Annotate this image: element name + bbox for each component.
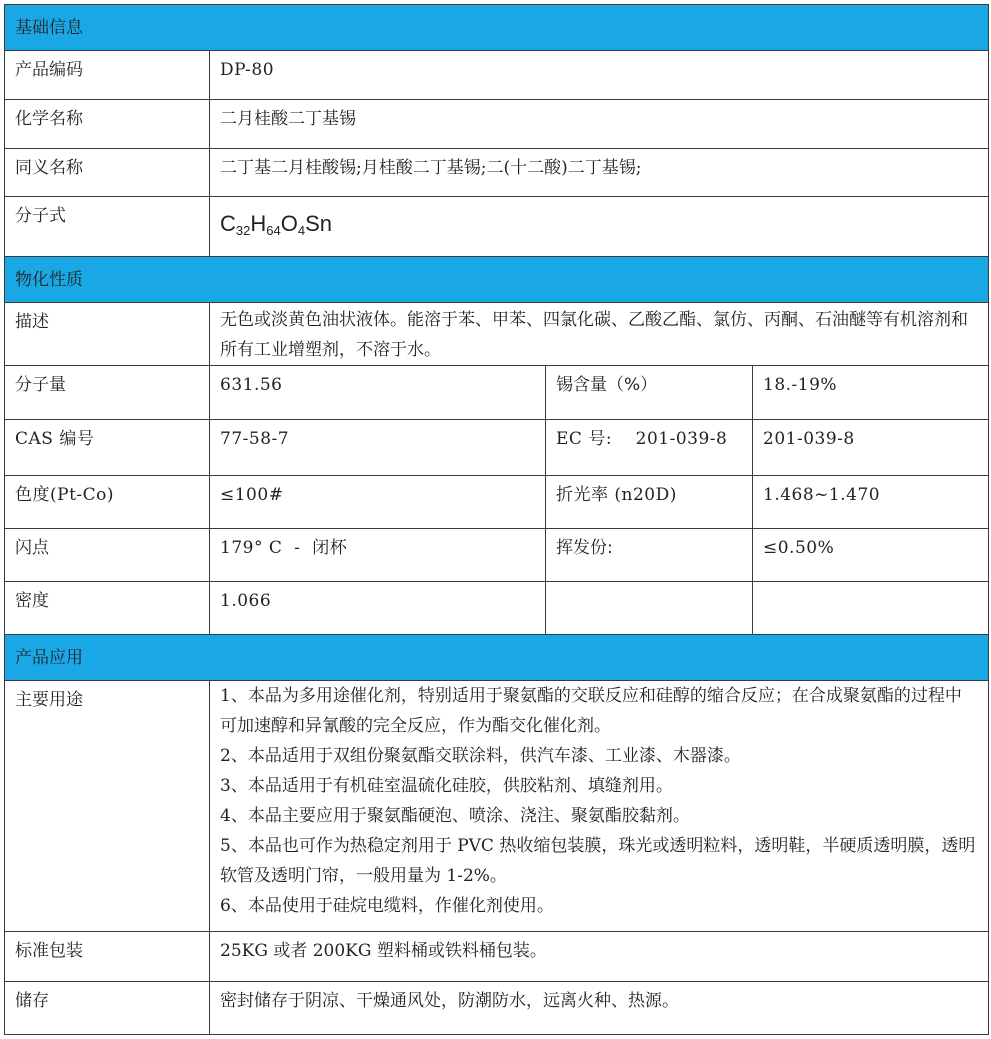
color-label: 色度(Pt-Co) [5, 476, 210, 529]
main-uses-list [210, 681, 989, 932]
row-flash-point [5, 529, 989, 582]
description-label: 描述 [5, 303, 210, 366]
ec-label: EC 号: 201-039-8 [546, 420, 753, 476]
formula-h: H [250, 211, 267, 236]
main-uses-label: 主要用途 [5, 681, 210, 932]
section-title-basic: 基础信息 [5, 5, 989, 51]
cas-value: 77-58-7 [210, 420, 546, 476]
formula-c-count: 32 [235, 223, 251, 238]
row-molecular-weight [5, 366, 989, 420]
formula-sn: Sn [305, 211, 332, 236]
row-chemical-name [5, 100, 989, 149]
row-description [5, 303, 989, 366]
density-label: 密度 [5, 582, 210, 635]
empty-cell [753, 582, 989, 635]
formula-o-count: 4 [297, 223, 306, 238]
section-title-application: 产品应用 [5, 635, 989, 681]
product-code-value: DP-80 [210, 51, 989, 100]
row-cas [5, 420, 989, 476]
refractive-index-label: 折光率 (n20D) [546, 476, 753, 529]
synonyms-label: 同义名称 [5, 149, 210, 197]
row-main-uses [5, 681, 989, 932]
synonyms-value: 二丁基二月桂酸锡;月桂酸二丁基锡;二(十二酸)二丁基锡; [210, 149, 989, 197]
row-density [5, 582, 989, 635]
cas-label: CAS 编号 [5, 420, 210, 476]
flash-point-value: 179° C - 闭杯 [210, 529, 546, 582]
row-packing [5, 932, 989, 982]
volatile-value: ≤0.50% [753, 529, 989, 582]
molecular-weight-label: 分子量 [5, 366, 210, 420]
density-value: 1.066 [210, 582, 546, 635]
row-storage [5, 982, 989, 1035]
use-item-1: 1、本品为多用途催化剂，特别适用于聚氨酯的交联反应和硅醇的缩合反应；在合成聚氨酯的过程中可加速醇和异氰酸的完全反应，作为酯交化催化剂。 [220, 686, 962, 736]
volatile-label: 挥发份: [546, 529, 753, 582]
tin-content-value: 18.-19% [753, 366, 989, 420]
product-spec-table [4, 4, 989, 1035]
row-formula [5, 197, 989, 257]
molecular-formula [210, 197, 989, 257]
formula-c: C [220, 211, 236, 236]
refractive-index-value: 1.468~1.470 [753, 476, 989, 529]
section-title-physical: 物化性质 [5, 257, 989, 303]
chemical-name-value: 二月桂酸二丁基锡 [210, 100, 989, 149]
packing-value: 25KG 或者 200KG 塑料桶或铁料桶包装。 [210, 932, 989, 982]
row-synonyms [5, 149, 989, 197]
chemical-name-label: 化学名称 [5, 100, 210, 149]
formula-label: 分子式 [5, 197, 210, 257]
product-code-label: 产品编码 [5, 51, 210, 100]
section-header-application [5, 635, 989, 681]
formula-h-count: 64 [266, 223, 281, 238]
use-item-4: 4、本品主要应用于聚氨酯硬泡、喷涂、浇注、聚氨酯胶黏剂。 [220, 806, 690, 826]
use-item-2: 2、本品适用于双组份聚氨酯交联涂料，供汽车漆、工业漆、木器漆。 [220, 746, 741, 766]
section-header-physical [5, 257, 989, 303]
use-item-6: 6、本品使用于硅烷电缆料，作催化剂使用。 [220, 896, 554, 916]
section-header-basic [5, 5, 989, 51]
row-product-code [5, 51, 989, 100]
row-color [5, 476, 989, 529]
description-value: 无色或淡黄色油状液体。能溶于苯、甲苯、四氯化碳、乙酸乙酯、氯仿、丙酮、石油醚等有机溶剂和所有工业增塑剂，不溶于水。 [210, 303, 989, 366]
tin-content-label: 锡含量（%） [546, 366, 753, 420]
use-item-5: 5、本品也可作为热稳定剂用于 PVC 热收缩包装膜，珠光或透明粒料，透明鞋，半硬质透明膜，透明软管及透明门帘，一般用量为 1-2%。 [220, 836, 976, 886]
packing-label: 标准包装 [5, 932, 210, 982]
molecular-weight-value: 631.56 [210, 366, 546, 420]
use-item-3: 3、本品适用于有机硅室温硫化硅胶，供胶粘剂、填缝剂用。 [220, 776, 673, 796]
flash-point-label: 闪点 [5, 529, 210, 582]
storage-value: 密封储存于阴凉、干燥通风处，防潮防水，远离火种、热源。 [210, 982, 989, 1035]
ec-value: 201-039-8 [753, 420, 989, 476]
storage-label: 储存 [5, 982, 210, 1035]
formula-o: O [280, 211, 298, 236]
empty-cell [546, 582, 753, 635]
color-value: ≤100# [210, 476, 546, 529]
